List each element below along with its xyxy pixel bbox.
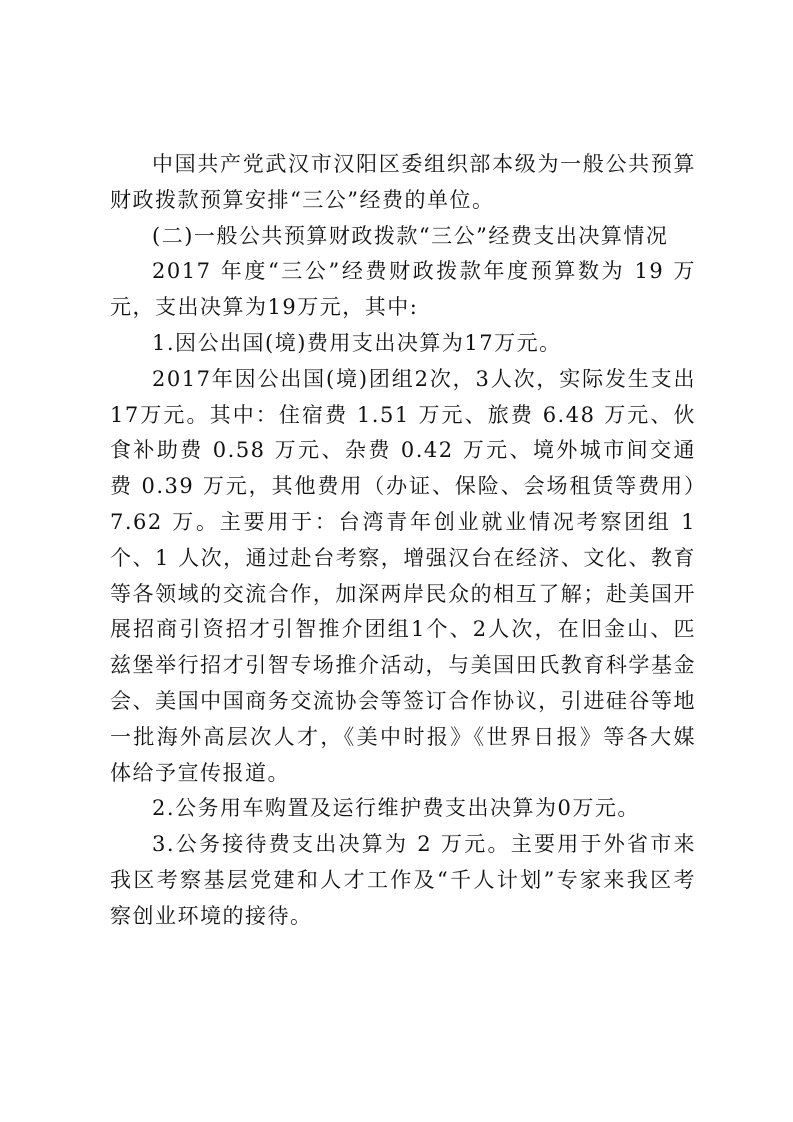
item-3-official-reception: 3.公务接待费支出决算为 2 万元。主要用于外省市来我区考察基层党建和人才工作及“千人计划”专家来我区考察创业环境的接待。 (110, 832, 696, 928)
section-heading-three-public: (二)一般公共预算财政拨款“三公”经费支出决算情况 (152, 223, 669, 248)
paragraph-overseas-details: 2017年因公出国(境)团组2次，3人次，实际发生支出17万元。其中：住宿费 1.51 万元、旅费 6.48 万元、伙食补助费 0.58 万元、杂费 0.42 万元、境外城市间交通费 0.39 万元，其他费用（办证、保险、会场租赁等费用）7.62 万。主要用于：台湾青年创业就业情况考察团组 1 个、1 人次，通过赴台考察，增强汉台在经济、文化、教育等各领域的交流合作，加深两岸民众的相互了解；赴美国开展招商引资招才引智推介团组1个、2人次，在旧金山、匹兹堡举行招才引智专场推介活动，与美国田氏教育科学基金会、美国中国商务交流协会等签订合作协议，引进硅谷等地一批海外高层次人才，《美中时报》《世界日报》等各大媒体给予宣传报道。 (110, 366, 696, 785)
paragraph-budget-summary: 2017 年度“三公”经费财政拨款年度预算数为 19 万元，支出决算为19万元，其中: (110, 259, 696, 320)
item-1-overseas-travel: 1.因公出国(境)费用支出决算为17万元。 (152, 330, 562, 355)
paragraph-budget-unit: 中国共产党武汉市汉阳区委组织部本级为一般公共预算财政拨款预算安排“三公”经费的单位。 (110, 152, 696, 212)
item-2-official-vehicles: 2.公务用车购置及运行维护费支出决算为0万元。 (152, 796, 640, 821)
document-body (110, 147, 696, 935)
